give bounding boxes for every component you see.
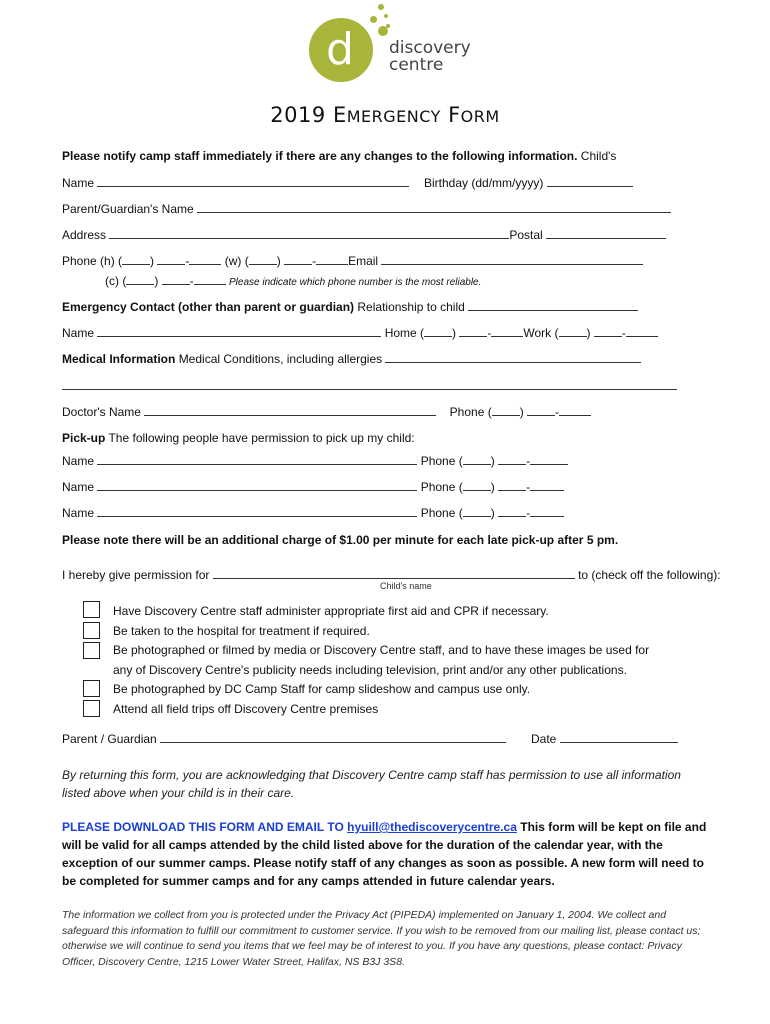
phone-w-area[interactable]	[249, 254, 277, 265]
pickup-name-field[interactable]	[97, 454, 417, 465]
pickup-phone-area[interactable]	[463, 506, 491, 517]
privacy-notice: The information we collect from you is protected under the Privacy Act (PIPEDA) implemented on January 1, 2004. We collect and safeguard this information to fulfill our commitment to customer service. If you wish to be removed from our mailing list, please contact us; otherwise we will continue to send you items that we feel may be of interest to you. If you have any questions, please contact: Privacy Officer, Discovery Centre, 1215 Lower Water Street, Halifax, NS B3J 3S8.	[62, 909, 701, 968]
pickup-heading: Pick-up	[62, 431, 106, 445]
phone-row: Phone (h) ( ) - (w) ( ) - Email	[62, 254, 643, 268]
pickup-phone-number[interactable]	[530, 480, 564, 491]
intro-line	[62, 149, 616, 163]
work-label: Work (	[523, 326, 559, 340]
doctor-phone-label: Phone (	[449, 405, 492, 419]
child-name-label: Name	[62, 176, 95, 190]
logo-line-2: centre	[389, 55, 444, 75]
checkbox-label: Be photographed or filmed by media or Discovery Centre staff, and to have these images be used for	[113, 643, 650, 657]
pickup-person-row: Name Phone ( ) -	[62, 506, 564, 520]
phone-c-prefix[interactable]	[162, 274, 190, 285]
phone-c-row: (c) ( ) - Please indicate which phone number is the most reliable.	[105, 274, 482, 288]
parent-signature-label: Parent / Guardian	[62, 732, 157, 746]
emergency-name-field[interactable]	[97, 326, 381, 337]
doctor-phone-area[interactable]	[492, 405, 520, 416]
pickup-phone-label: Phone (	[420, 454, 463, 468]
pickup-name-label: Name	[62, 506, 95, 520]
address-row	[62, 228, 666, 242]
title-orm: ORM	[460, 107, 500, 126]
emergency-heading: Emergency Contact (other than parent or guardian)	[62, 300, 355, 314]
phone-c-label: (c) (	[105, 274, 127, 288]
checkbox-label: Be photographed by DC Camp Staff for camp slideshow and campus use only.	[113, 682, 531, 696]
permission-end: to (check off the following):	[578, 568, 721, 582]
title-year: 2019	[270, 103, 326, 127]
birthday-field[interactable]	[547, 176, 633, 187]
checkbox-label: Be taken to the hospital for treatment if required.	[113, 624, 370, 638]
logo-dot	[386, 24, 390, 28]
pickup-phone-area[interactable]	[463, 454, 491, 465]
postal-field[interactable]	[546, 228, 666, 239]
phone-w-label: (w) (	[224, 254, 249, 268]
guardian-row	[62, 202, 671, 216]
checkbox-camp-slideshow[interactable]	[83, 680, 100, 697]
work-area[interactable]	[559, 326, 587, 337]
pickup-name-field[interactable]	[97, 506, 417, 517]
pickup-phone-prefix[interactable]	[498, 506, 526, 517]
birthday-row	[424, 176, 633, 190]
checkbox-field-trips[interactable]	[83, 700, 100, 717]
emergency-name-label: Name	[62, 326, 95, 340]
phone-w-number[interactable]	[316, 254, 348, 265]
logo-letter: d	[326, 24, 354, 75]
medical-heading: Medical Information	[62, 352, 176, 366]
phone-h-area[interactable]	[122, 254, 150, 265]
download-rest: This form will be kept on file and will be valid for all camps attended by the child listed above for the duration of the calendar year, with the exception of our summer camps. Please notify staff of any changes as soon as possible. A new form will need to be completed for summer camps and for any camps attended in future calendar years.	[62, 820, 707, 888]
phone-note: Please indicate which phone number is the most reliable.	[229, 277, 482, 288]
child-name-field[interactable]	[97, 176, 409, 187]
checkbox-photographed-media[interactable]	[83, 642, 100, 659]
pickup-name-label: Name	[62, 480, 95, 494]
title-e: E	[332, 103, 347, 127]
phone-h-label: Phone (h) (	[62, 254, 123, 268]
date-row	[531, 732, 678, 746]
pickup-phone-prefix[interactable]	[498, 480, 526, 491]
checkbox-label-continued: any of Discovery Centre's publicity needs including television, print and/or any other publications.	[113, 663, 627, 677]
pickup-heading-row	[62, 431, 415, 445]
birthday-label: Birthday (dd/mm/yyyy)	[424, 176, 544, 190]
intro-bold: Please notify camp staff immediately if there are any changes to the following information.	[62, 149, 578, 163]
logo-dot	[370, 16, 377, 23]
pickup-name-label: Name	[62, 454, 95, 468]
pickup-person-row: Name Phone ( ) -	[62, 480, 564, 494]
phone-c-number[interactable]	[194, 274, 226, 285]
logo-dot	[378, 4, 384, 10]
acknowledgement-text: By returning this form, you are acknowledging that Discovery Centre camp staff has permission to use all information listed above when your child is in their care.	[62, 768, 681, 800]
doctor-phone-number[interactable]	[559, 405, 591, 416]
medical-row	[62, 352, 641, 366]
logo-dot	[384, 14, 388, 18]
signature-row	[62, 732, 506, 746]
permission-text: I hereby give permission for	[62, 568, 210, 582]
pickup-phone-prefix[interactable]	[498, 454, 526, 465]
pickup-person-row: Name Phone ( ) -	[62, 454, 568, 468]
logo-line-1: discovery	[389, 38, 471, 58]
logo-wordmark	[389, 40, 471, 74]
pickup-phone-area[interactable]	[463, 480, 491, 491]
guardian-label: Parent/Guardian's Name	[62, 202, 194, 216]
pickup-phone-label: Phone (	[420, 480, 463, 494]
pickup-name-field[interactable]	[97, 480, 417, 491]
medical-label: Medical Conditions, including allergies	[178, 352, 383, 366]
home-prefix[interactable]	[459, 326, 487, 337]
checkbox-label: Have Discovery Centre staff administer appropriate first aid and CPR if necessary.	[113, 604, 549, 618]
permission-row	[62, 568, 721, 582]
home-number[interactable]	[491, 326, 523, 337]
pickup-phone-number[interactable]	[530, 454, 568, 465]
pickup-phone-label: Phone (	[420, 506, 463, 520]
email-label: Email	[348, 254, 379, 268]
guardian-field[interactable]	[197, 202, 671, 213]
form-title	[0, 103, 770, 127]
doctor-label: Doctor's Name	[62, 405, 141, 419]
child-name-permission-field[interactable]	[213, 568, 575, 579]
child-name-row	[62, 176, 409, 190]
phone-h-prefix[interactable]	[157, 254, 185, 265]
download-heading: PLEASE DOWNLOAD THIS FORM AND EMAIL TO	[62, 820, 344, 834]
doctor-field[interactable]	[144, 405, 436, 416]
phone-c-area[interactable]	[126, 274, 154, 285]
address-field[interactable]	[109, 228, 509, 239]
phone-w-prefix[interactable]	[284, 254, 312, 265]
child-name-caption: Child's name	[380, 581, 432, 591]
download-instructions	[62, 818, 712, 890]
medical-field-line-2[interactable]	[62, 389, 677, 390]
work-number[interactable]	[626, 326, 658, 337]
title-f: F	[448, 103, 461, 127]
relationship-label: Relationship to child	[357, 300, 465, 314]
medical-field[interactable]	[385, 352, 641, 363]
late-charge-note: Please note there will be an additional charge of $1.00 per minute for each late pick-up after 5 pm.	[62, 533, 619, 547]
checkbox-label: Attend all field trips off Discovery Centre premises	[113, 702, 379, 716]
emergency-name-row: Name Home ( ) - Work ( ) -	[62, 326, 658, 340]
parent-signature-field[interactable]	[160, 732, 506, 743]
checkbox-first-aid[interactable]	[83, 601, 100, 618]
pickup-phone-number[interactable]	[530, 506, 564, 517]
home-label: Home (	[384, 326, 425, 340]
email-field[interactable]	[381, 254, 643, 265]
title-mergency: MERGENCY	[346, 107, 441, 126]
doctor-row: Doctor's Name Phone ( ) -	[62, 405, 591, 419]
relationship-field[interactable]	[468, 300, 638, 311]
date-label: Date	[531, 732, 557, 746]
doctor-phone-prefix[interactable]	[527, 405, 555, 416]
home-area[interactable]	[424, 326, 452, 337]
intro-rest: Child's	[580, 149, 617, 163]
phone-h-number[interactable]	[189, 254, 221, 265]
postal-label: Postal	[509, 228, 543, 242]
address-label: Address	[62, 228, 107, 242]
date-field[interactable]	[560, 732, 678, 743]
email-link[interactable]: hyuill@thediscoverycentre.ca	[347, 820, 517, 834]
work-prefix[interactable]	[594, 326, 622, 337]
checkbox-hospital[interactable]	[83, 622, 100, 639]
pickup-text: The following people have permission to pick up my child:	[108, 431, 415, 445]
emergency-row	[62, 300, 638, 314]
